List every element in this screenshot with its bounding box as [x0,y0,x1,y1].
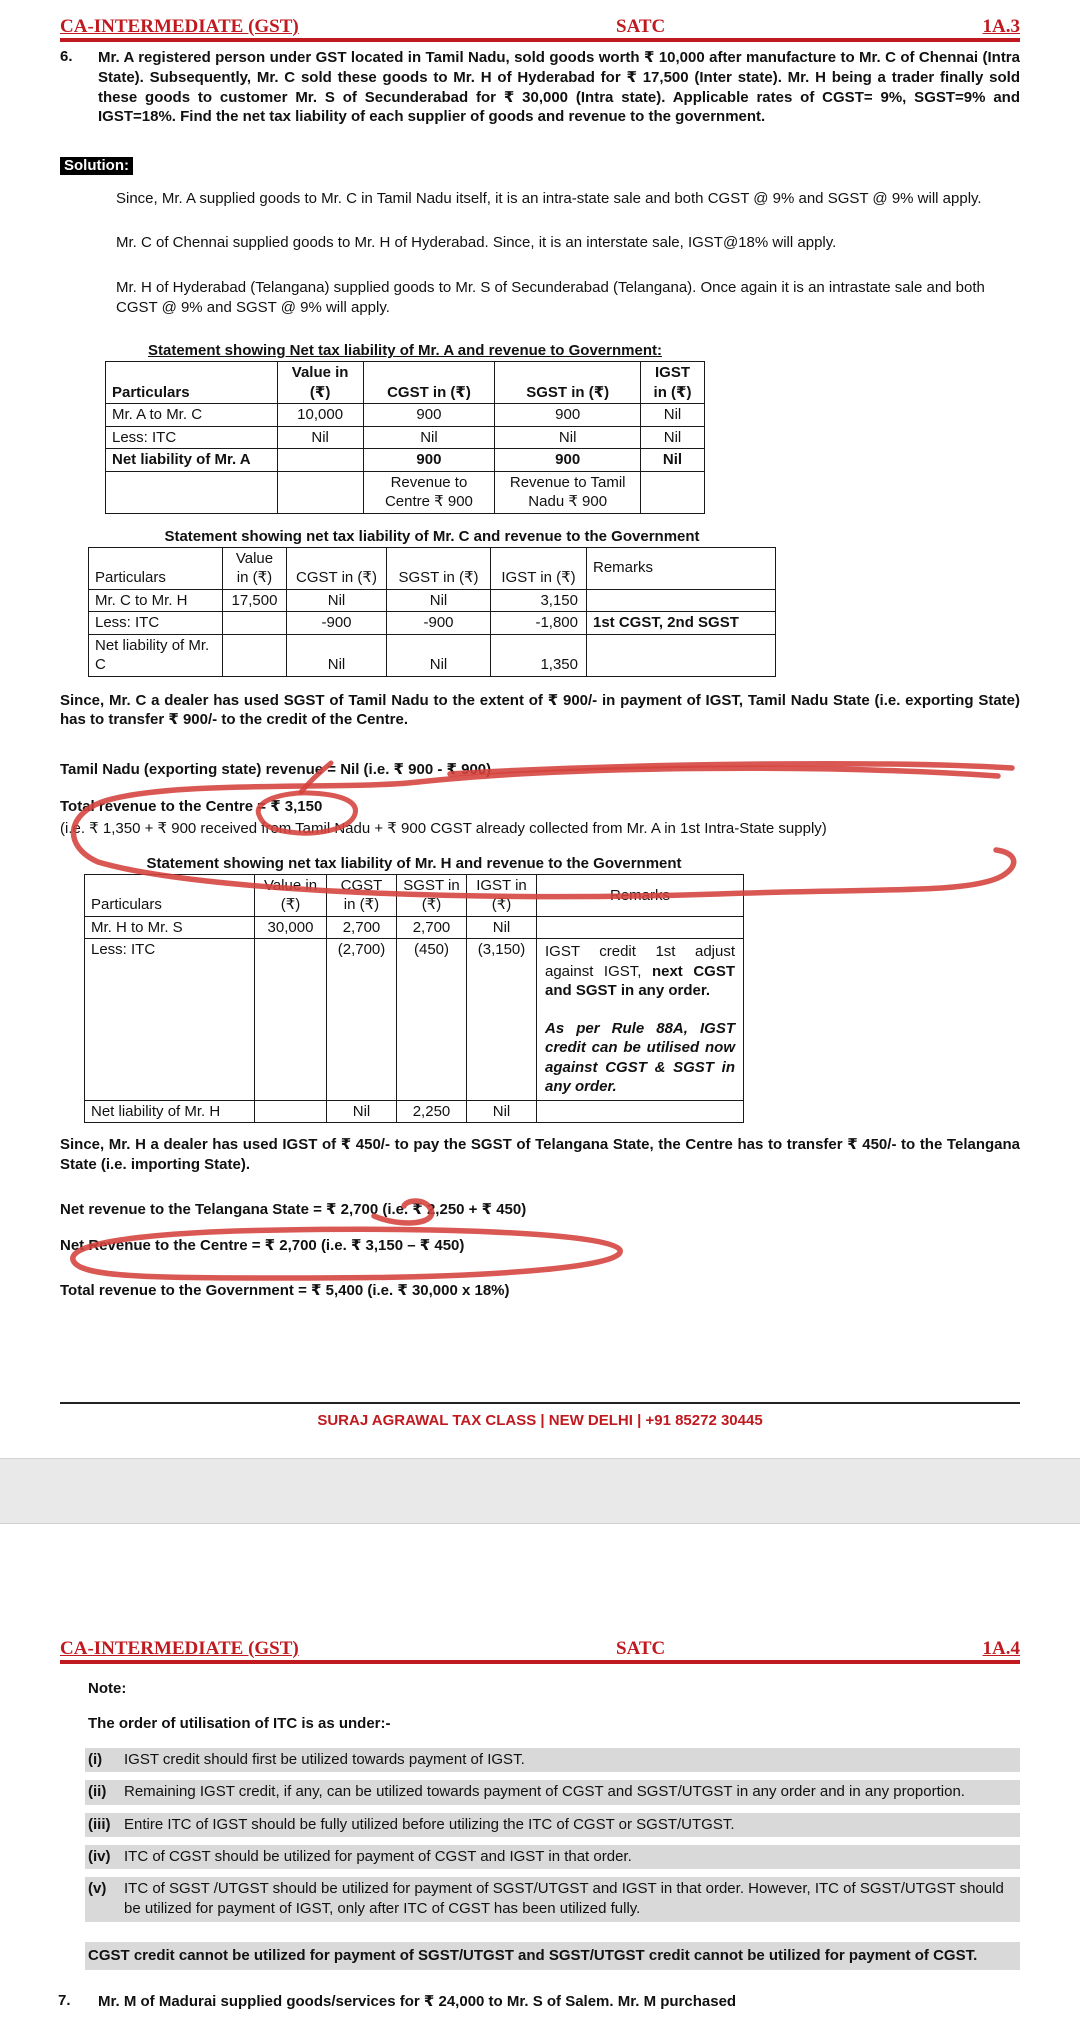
table1-block [105,342,705,514]
table2-mr-c [88,547,776,677]
itc-rule-item: (ii) Remaining IGST credit, if any, can be utilized towards payment of CGST and SGST/UTGST in any order and in any proportion. [85,1780,1020,1804]
footer-text: SURAJ AGRAWAL TAX CLASS | NEW DELHI | +91 85272 30445 [317,1412,763,1429]
question-6 [60,48,1020,127]
table2-title: Statement showing net tax liability of Mr. C and revenue to the Government [164,527,700,545]
table-row: Mr. A to Mr. C 10,000 900 900 Nil [106,404,705,427]
solution-label: Solution: [60,157,133,175]
page2-header [60,1622,1020,1664]
question-7-text: Mr. M of Madurai supplied goods/services for ₹ 24,000 to Mr. S of Salem. Mr. M purchased [98,1992,737,2010]
table1-mr-a [105,361,705,514]
red-circle-annotation: = ₹ 3,150 [257,797,322,817]
note-label: Note: [88,1680,127,1697]
telangana-revenue-line: Net revenue to the Telangana State = ₹ 2,700 (i.e. ₹ 2,250 + ₹ 450) [60,1201,527,1219]
header-institute: SATC [616,16,666,37]
solution-paragraph: Since, Mr. A supplied goods to Mr. C in Tamil Nadu itself, it is an intra-state sale and both CGST @ 9% and SGST @ 9% will apply. [116,190,982,208]
page-2 [0,1524,1080,2012]
page1-footer [60,1402,1020,1429]
note-after-table2: Since, Mr. C a dealer has used SGST of Tamil Nadu to the extent of ₹ 900/- in payment of IGST, Tamil Nadu State (i.e. exporting State) has to transfer ₹ 900/- to the credit of the Centre. [60,691,1020,729]
header-page-number: 1A.3 [982,16,1020,37]
note-after-table3: Since, Mr. H a dealer has used IGST of ₹ 450/- to pay the SGST of Telangana State, the Centre has to transfer ₹ 450/- to the Telangana State (i.e. importing State). [60,1136,1020,1173]
header-course-title: CA-INTERMEDIATE (GST) [60,16,299,37]
tamil-nadu-revenue-line: Tamil Nadu (exporting state) revenue = Nil (i.e. ₹ 900 - ₹ 900) [60,760,492,778]
solution-paragraph: Mr. H of Hyderabad (Telangana) supplied goods to Mr. S of Secunderabad (Telangana). Once again it is an intrastate sale and both CGST @ 9% and SGST @ 9% will apply. [116,278,985,316]
table3-title: Statement showing net tax liability of Mr. H and revenue to the Government [146,854,682,872]
table1-title: Statement showing Net tax liability of Mr. A and revenue to Government: [148,342,662,360]
table-row: Mr. C to Mr. H 17,500 Nil Nil 3,150 [89,589,776,612]
question-6-number: 6. [60,48,73,65]
table-row: Particulars Value in (₹) CGST in (₹) SGST in (₹) IGST in (₹) Remarks [89,547,776,589]
page-separator [0,1458,1080,1524]
net-revenue-centre-line: Net Revenue to the Centre = ₹ 2,700 (i.e. ₹ 3,150 – ₹ 450) [60,1236,465,1254]
question-7 [58,1992,1020,2012]
table2-block [88,528,776,677]
total-centre-line: Total revenue to the Centre = ₹ 3,150 [60,797,1020,817]
table-row: Revenue to Centre ₹ 900 Revenue to Tamil Nadu ₹ 900 [106,471,705,513]
page1-header [60,0,1020,42]
table-row: Mr. H to Mr. S 30,000 2,700 2,700 Nil [85,916,744,939]
table-row: Net liability of Mr. C Nil Nil 1,350 [89,634,776,676]
itc-rule-item: (i) IGST credit should first be utilized towards payment of IGST. [85,1748,1020,1772]
table3-remarks-cell [537,939,744,1101]
itc-rule-item: (iv) ITC of CGST should be utilized for payment of CGST and IGST in that order. [85,1845,1020,1869]
header-page-number: 1A.4 [982,1638,1020,1659]
remark-rule-88a: As per Rule 88A, IGST credit can be utilised now against CGST & SGST in any order. [545,1019,735,1096]
note-intro: The order of utilisation of ITC is as under:- [88,1715,391,1732]
question-7-number: 7. [58,1991,71,2009]
remark-itc-order: IGST credit 1st adjust against IGST, next CGST and SGST in any order. [545,943,735,1000]
table3-mr-h [84,874,744,1124]
table-row: Particulars Value in (₹) CGST in (₹) SGST in (₹) IGST in (₹) [106,362,705,404]
table-row: Particulars Value in (₹) CGST in (₹) SGST in (₹) IGST in (₹) Remarks [85,874,744,916]
header-course-title: CA-INTERMEDIATE (GST) [60,1638,299,1659]
total-centre-note: (i.e. ₹ 1,350 + ₹ 900 received from Tamil Nadu + ₹ 900 CGST already collected from Mr. A in 1st Intra-State supply) [60,819,827,837]
question-6-text: Mr. A registered person under GST located in Tamil Nadu, sold goods worth ₹ 10,000 after manufacture to Mr. C of Chennai (Intra State). Subsequently, Mr. C sold these goods to Mr. H of Hyderabad for ₹ 17,500 (Inter state). Mr. H being a trader finally sold these goods to customer Mr. S of Secunderabad for ₹ 30,000 (Intra state). Applicable rates of CGST= 9%, SGST=9% and IGST=18%. Find the net tax liability of each supplier of goods and revenue to the government. [98,49,1020,126]
annotated-revenue-block [60,760,1020,839]
header-institute: SATC [616,1638,666,1659]
table-row: Net liability of Mr. A 900 900 Nil [106,449,705,472]
table-row: Less: ITC -900 -900 -1,800 1st CGST, 2nd SGST [89,612,776,635]
solution-paragraph: Mr. C of Chennai supplied goods to Mr. H of Hyderabad. Since, it is an interstate sale, IGST@18% will apply. [116,234,837,252]
table-row: Less: ITC (2,700) (450) (3,150) IGST credit 1st adjust against IGST, next CGST and SGST in any order. As per Rule 88A, IGST credit can be utilised now against CGST & SGST in any order. [85,939,744,1101]
table3-block [84,855,744,1124]
cgst-sgst-cross-note: CGST credit cannot be utilized for payment of SGST/UTGST and SGST/UTGST credit cannot be utilized for payment of CGST. [85,1942,1020,1970]
itc-rule-item: (iii) Entire ITC of IGST should be fully utilized before utilizing the ITC of CGST or SGST/UTGST. [85,1813,1020,1837]
itc-rule-item: (v) ITC of SGST /UTGST should be utilized for payment of SGST/UTGST and IGST in that order. However, ITC of SGST/UTGST should be utilized for payment of IGST, only after ITC of CGST has been utilized fully. [85,1877,1020,1922]
table-row: Less: ITC Nil Nil Nil Nil [106,426,705,449]
table-row: Net liability of Mr. H Nil 2,250 Nil [85,1100,744,1123]
govt-revenue-line: Total revenue to the Government = ₹ 5,400 (i.e. ₹ 30,000 x 18%) [60,1282,510,1300]
annotated-centre-block [60,1200,1020,1255]
